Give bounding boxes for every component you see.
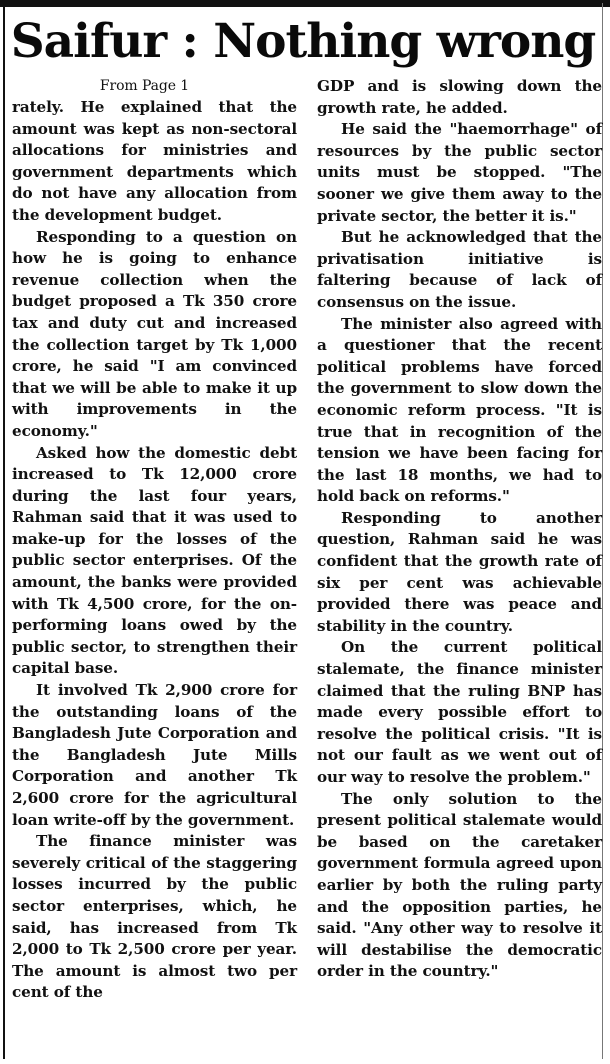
paragraph: Asked how the domestic debt increased to Tk 12,000 crore during the last four years, Rahman said that it was used to make-up for the losses of the public sector enterprises. Of the amount, the banks were provided with Tk 4,500 crore, for the on-performing loans owed by the public sector, to strengthen their capital base.: [12, 443, 297, 678]
headline: Saifur : Nothing wrong: [10, 14, 596, 69]
paragraph: Responding to another question, Rahman said he was confident that the growth rate of six per cent was achievable provided there was peace and stability in the country.: [317, 508, 602, 635]
paragraph: Responding to a question on how he is going to enhance revenue collection when the budget proposed a Tk 350 crore tax and duty cut and increased the collection target by Tk 1,000 crore, he said "I am convinced that we will be able to make it up with improvements in the economy.": [12, 227, 297, 440]
paragraph: The minister also agreed with a questioner that the recent political problems have forced the government to slow down the economic reform process. "It is true that in recognition of the tension we have been facing for the last 18 months, we had to hold back on reforms.": [317, 314, 602, 506]
paragraph: He said the "haemorrhage" of resources by the public sector units must be stopped. "The sooner we give them away to the private sector, the better it is.": [317, 120, 602, 225]
paragraph: On the current political stalemate, the finance minister claimed that the ruling BNP has made every possible effort to resolve the political crisis. "It is not our fault as we went out of our way to resolve the problem.": [317, 638, 602, 786]
paragraph: But he acknowledged that the privatisation initiative is faltering because of lack of consensus on the issue.: [317, 228, 602, 311]
paragraph: The finance minister was severely critical of the staggering losses incurred by the public sector enterprises, which, he said, has increased from Tk 2,000 to Tk 2,500 crore per year. The amount is almost two per cent of the: [12, 832, 297, 1002]
continued-from: From Page 1: [99, 78, 190, 94]
paragraph: It involved Tk 2,900 crore for the outstanding loans of the Bangladesh Jute Corporation and the Bangladesh Jute Mills Corporation and another Tk 2,600 crore for the agricultural loan write-off by the government.: [12, 681, 297, 829]
paragraph: The only solution to the present political stalemate would be based on the caretaker government formula agreed upon earlier by both the ruling party and the opposition parties, he said. "Any other way to resolve it will destabilise the democratic order in the country.": [317, 789, 602, 981]
left-column: [12, 76, 297, 1056]
right-column: [317, 76, 602, 1056]
article-body: [12, 76, 602, 1056]
paragraph: rately. He explained that the amount was kept as non-sectoral allocations for ministries and government departments which do not have any allocation from the development budget.: [12, 98, 297, 224]
paragraph: GDP and is slowing down the growth rate, he added.: [317, 77, 602, 117]
